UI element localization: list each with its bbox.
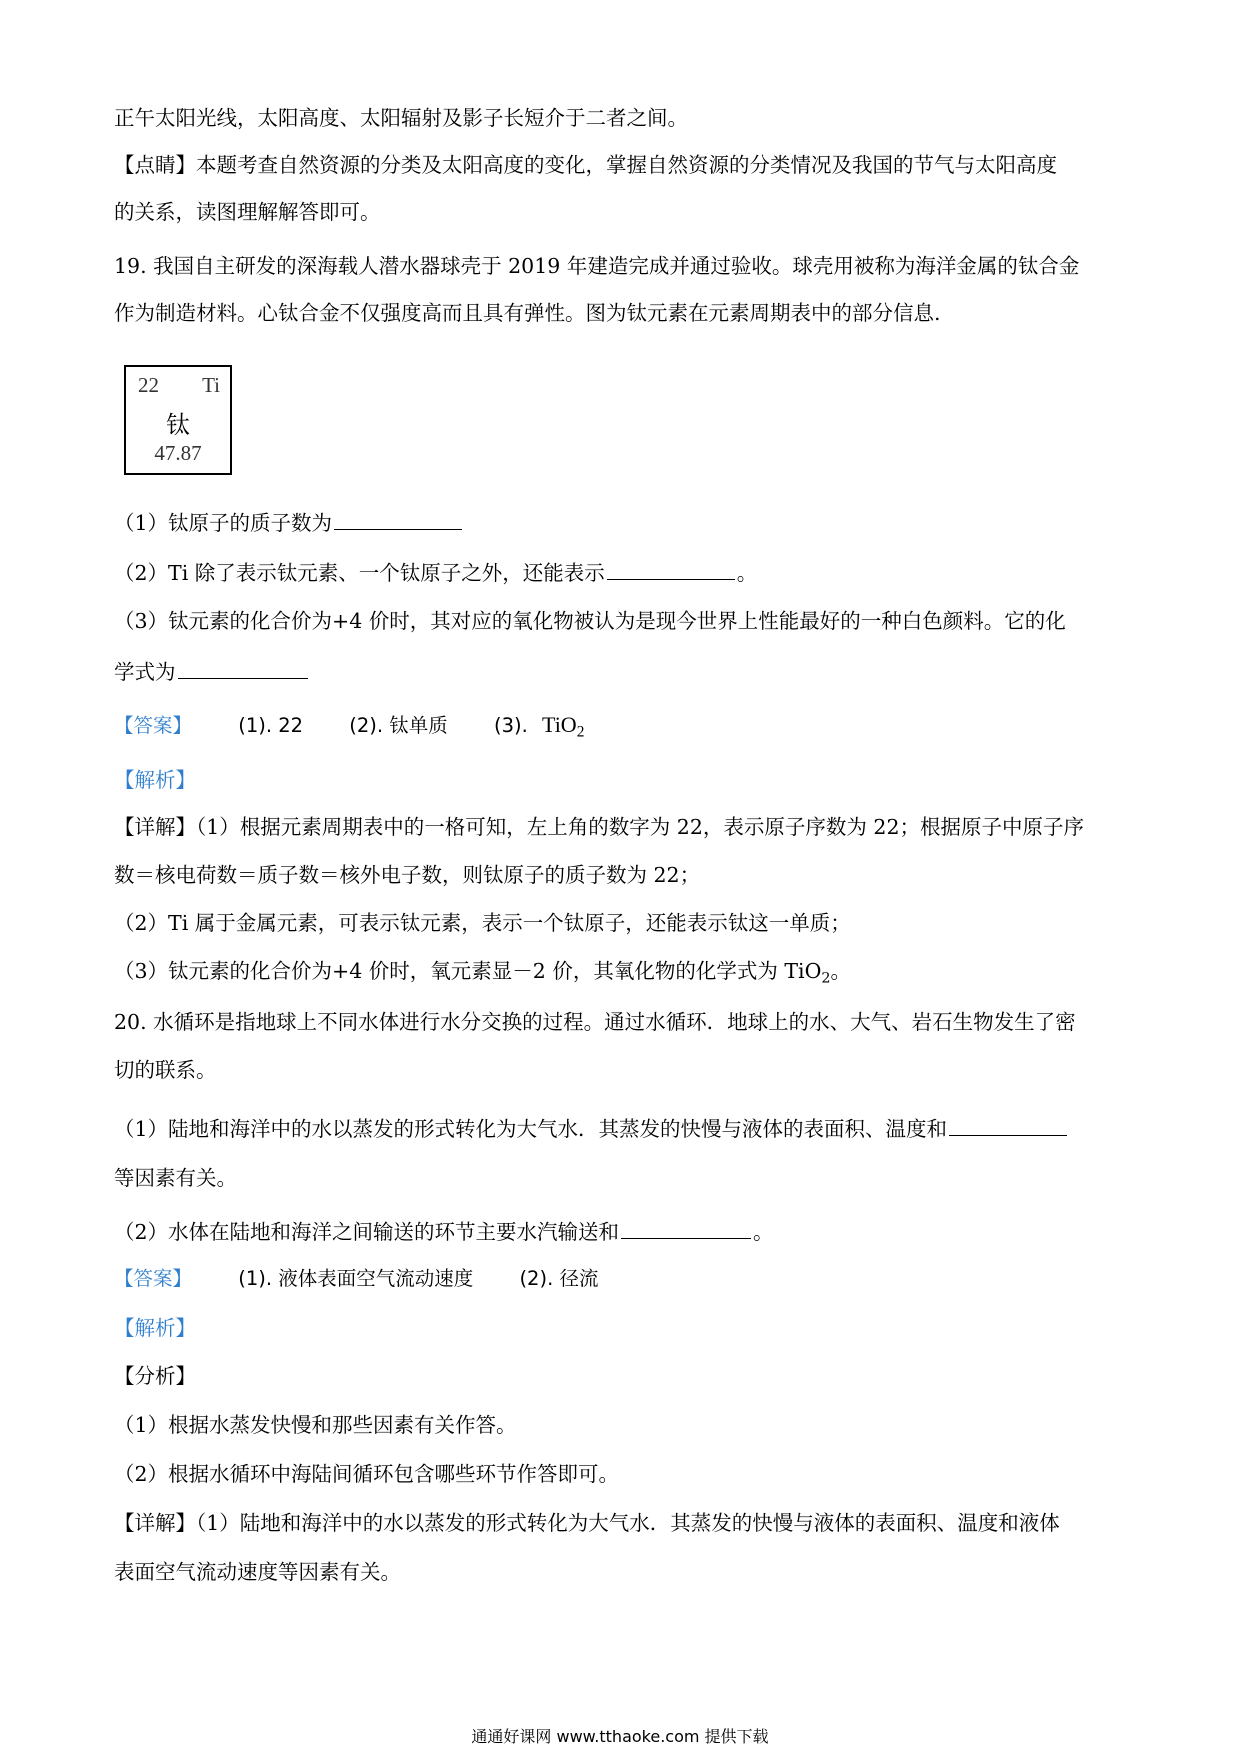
answer-tag: 【答案】 bbox=[114, 714, 193, 737]
paragraph-text: （2）Ti 属于金属元素，可表示钛元素，表示一个钛原子，还能表示钛这一单质； bbox=[114, 911, 851, 935]
answer-blank bbox=[949, 1113, 1067, 1136]
question-19-part-3 bbox=[114, 656, 1130, 687]
detail-20-line bbox=[114, 1508, 1130, 1538]
answer-formula bbox=[542, 712, 585, 741]
paragraph-text: （1）钛原子的质子数为 bbox=[114, 511, 333, 535]
jiexi-19 bbox=[114, 765, 1130, 795]
paragraph-text: （2）根据水循环中海陆间循环包含哪些环节作答即可。 bbox=[114, 1462, 620, 1486]
paragraph-text: （1）陆地和海洋中的水以蒸发的形式转化为大气水．其蒸发的快慢与液体的表面积、温度和 bbox=[114, 1117, 948, 1141]
paragraph-text: 。 bbox=[736, 561, 758, 585]
fenxi-tag: 【分析】 bbox=[114, 1364, 196, 1388]
fenxi-20-line bbox=[114, 1459, 1130, 1489]
paragraph-text: （3）钛元素的化合价为+4 价时，氧元素显－2 价，其氧化物的化学式为 TiO bbox=[114, 959, 822, 983]
answer-blank bbox=[178, 656, 308, 679]
dianjing-line bbox=[114, 150, 1130, 180]
text-line bbox=[114, 103, 1130, 133]
paragraph-text: 。 bbox=[753, 1220, 774, 1244]
paragraph-text: 作为制造材料。心钛合金不仅强度高而且具有弹性。图为钛元素在元素周期表中的部分信息. bbox=[114, 301, 941, 325]
jiexi-tag: 【解析】 bbox=[114, 768, 196, 792]
answer-item: (2). 径流 bbox=[519, 1267, 599, 1290]
detail-19-line bbox=[114, 860, 1130, 890]
fenxi-20-line bbox=[114, 1410, 1130, 1440]
jiexi-tag: 【解析】 bbox=[114, 1316, 196, 1340]
dianjing-tag: 【点睛】 bbox=[114, 153, 196, 177]
paragraph-text: 20. 水循环是指地球上不同水体进行水分交换的过程。通过水循环．地球上的水、大气、岩石生物发生了密 bbox=[114, 1010, 1076, 1034]
paragraph-text: （1）根据元素周期表中的一格可知，左上角的数字为 22，表示原子序数为 22；根据原子中原子序 bbox=[196, 815, 1084, 839]
answer-tag: 【答案】 bbox=[114, 1267, 193, 1290]
question-20-part-1 bbox=[114, 1113, 1130, 1144]
paragraph-text: （3）钛元素的化合价为+4 价时，其对应的氧化物被认为是现今世界上性能最好的一种白色颜料。它的化 bbox=[114, 609, 1066, 633]
answer-item: (1). 22 bbox=[238, 714, 304, 737]
paragraph-text: 等因素有关。 bbox=[114, 1166, 237, 1190]
text-line bbox=[114, 197, 1130, 227]
formula-main: TiO bbox=[542, 712, 577, 737]
answer-blank bbox=[621, 1216, 751, 1239]
paragraph-text: （1）根据水蒸发快慢和那些因素有关作答。 bbox=[114, 1413, 517, 1437]
formula-subscript: 2 bbox=[821, 970, 831, 987]
periodic-table-cell bbox=[124, 365, 232, 475]
answer-19-line bbox=[114, 710, 1130, 741]
page-footer: 通通好课网 www.tthaoke.com 提供下载 bbox=[471, 1727, 769, 1746]
detail-tag: 【详解】 bbox=[114, 815, 196, 839]
question-19-part-2 bbox=[114, 557, 1130, 588]
question-20-stem bbox=[114, 1055, 1130, 1085]
paragraph-text: 本题考查自然资源的分类及太阳高度的变化，掌握自然资源的分类情况及我国的节气与太阳高度 bbox=[196, 153, 1057, 177]
paragraph-text: 。 bbox=[830, 959, 852, 983]
atomic-number: 22 bbox=[138, 373, 159, 397]
question-19-stem bbox=[114, 298, 1130, 328]
detail-tag: 【详解】 bbox=[114, 1511, 196, 1535]
answer-blank bbox=[607, 557, 735, 580]
paragraph-text: 表面空气流动速度等因素有关。 bbox=[114, 1560, 401, 1584]
detail-19-line bbox=[114, 812, 1130, 842]
paragraph-text: 数＝核电荷数＝质子数＝核外电子数，则钛原子的质子数为 22； bbox=[114, 863, 701, 887]
answer-20-line bbox=[114, 1264, 1130, 1294]
detail-20-line bbox=[114, 1557, 1130, 1587]
paragraph-text: （2）Ti 除了表示钛元素、一个钛原子之外，还能表示 bbox=[114, 561, 605, 585]
question-20-part-1 bbox=[114, 1163, 1130, 1193]
element-symbol: Ti bbox=[202, 373, 220, 397]
answer-item: (1). 液体表面空气流动速度 bbox=[238, 1267, 474, 1290]
question-20-part-2 bbox=[114, 1216, 1130, 1247]
paragraph-text: 的关系，读图理解解答即可。 bbox=[114, 200, 381, 224]
paragraph-text: 19. 我国自主研发的深海载人潜水器球壳于 2019 年建造完成并通过验收。球壳用被称为海洋金属的钛合金 bbox=[114, 254, 1080, 278]
detail-19-line bbox=[114, 956, 1130, 986]
question-19-part-3 bbox=[114, 606, 1130, 636]
paragraph-text: （2）水体在陆地和海洋之间输送的环节主要水汽输送和 bbox=[114, 1220, 620, 1244]
formula-subscript: 2 bbox=[576, 723, 585, 741]
fenxi-20 bbox=[114, 1361, 1130, 1391]
question-19-part-1 bbox=[114, 507, 1130, 538]
paragraph-text: （1）陆地和海洋中的水以蒸发的形式转化为大气水．其蒸发的快慢与液体的表面积、温度和液体 bbox=[196, 1511, 1060, 1535]
paragraph-text: 切的联系。 bbox=[114, 1058, 217, 1082]
paragraph-text: 学式为 bbox=[114, 660, 176, 684]
jiexi-20 bbox=[114, 1313, 1130, 1343]
answer-item: (3). bbox=[494, 714, 528, 737]
answer-item: (2). 钛单质 bbox=[349, 714, 448, 737]
answer-blank bbox=[334, 507, 462, 530]
atomic-mass: 47.87 bbox=[154, 441, 202, 465]
element-name: 钛 bbox=[166, 411, 190, 439]
question-20-stem bbox=[114, 1007, 1130, 1037]
detail-19-line bbox=[114, 908, 1130, 938]
paragraph-text: 正午太阳光线，太阳高度、太阳辐射及影子长短介于二者之间。 bbox=[114, 106, 688, 130]
question-19-stem bbox=[114, 251, 1130, 281]
